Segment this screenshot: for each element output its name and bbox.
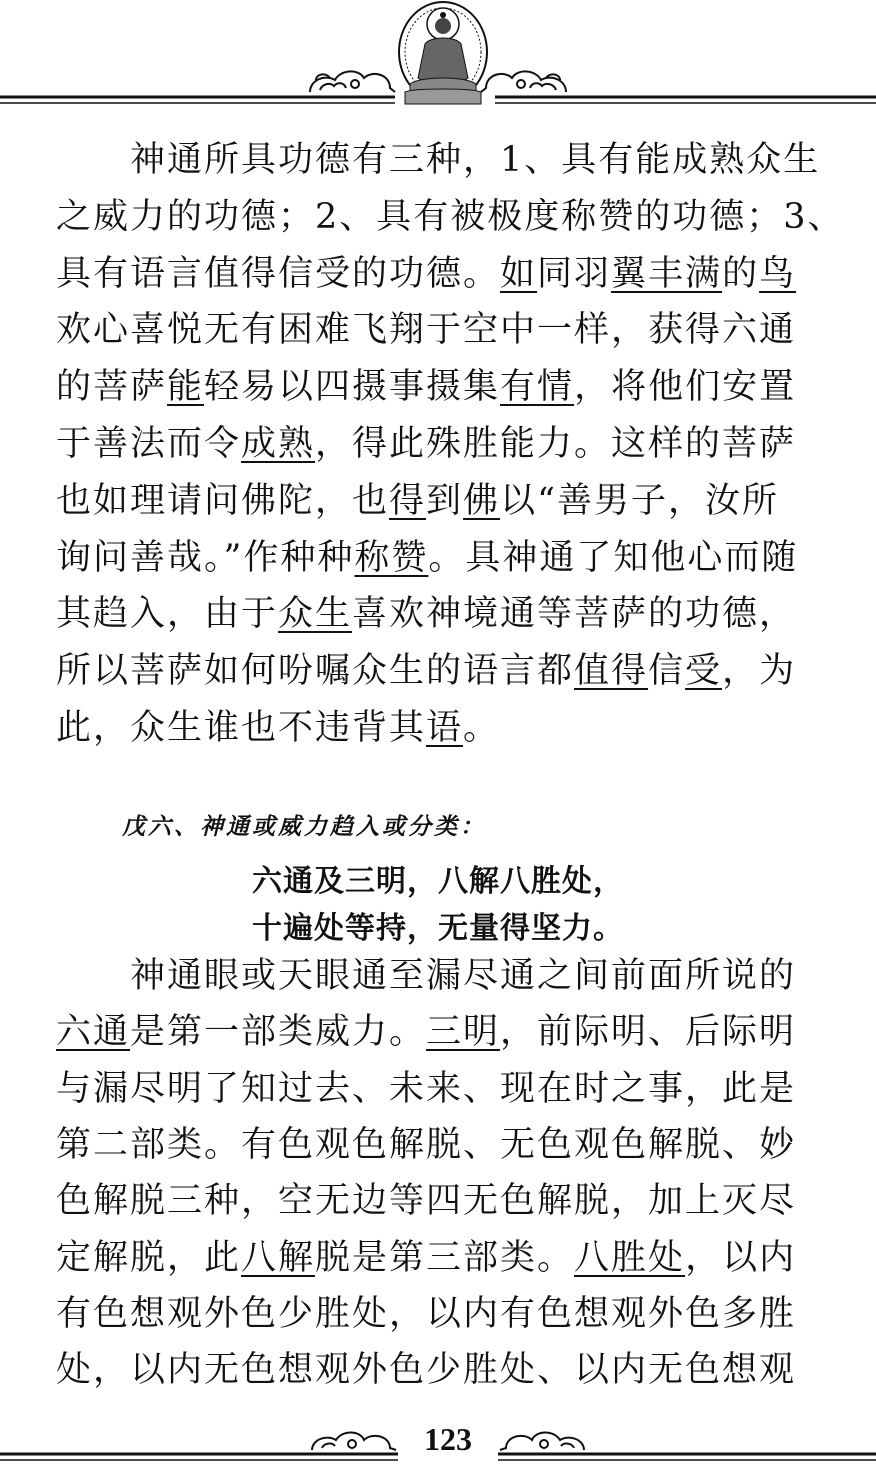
text-line <box>56 708 856 748</box>
text-run: 。具神通了知他心而随 <box>428 537 799 578</box>
text-line <box>56 538 856 578</box>
buddha-medallion-icon <box>399 2 487 104</box>
underlined-phrase: 三明 <box>426 1012 501 1053</box>
text-run: 信 <box>648 651 686 692</box>
text-run: 也如理请问佛陀，也 <box>56 480 390 521</box>
text-run: 神通眼或天眼通至漏尽通之间前面所说的 <box>56 956 797 996</box>
text-line <box>56 197 856 237</box>
text-run: 喜欢神境通等菩萨的功德， <box>352 594 797 635</box>
text-line <box>56 310 856 350</box>
text-run: 处，以内无色想观外色少胜处、以内无色想观 <box>56 1350 797 1391</box>
text-line <box>56 1238 856 1278</box>
verse-line-1: 六通及三明，八解八胜处， <box>252 864 624 899</box>
text-line <box>56 956 856 996</box>
text-line <box>56 1012 856 1052</box>
text-run: ，为 <box>722 651 797 692</box>
text-run: ，将他们安置 <box>574 367 797 408</box>
text-line <box>56 1350 856 1390</box>
text-run: 之威力的功德；2、具有被极度称赞的功德；3、 <box>56 196 845 237</box>
cloud-scroll-right-icon <box>481 71 566 92</box>
cloud-scroll-left-icon <box>310 71 395 92</box>
underlined-phrase: 佛 <box>463 480 501 521</box>
text-line <box>56 254 856 294</box>
text-run: 有色想观外色少胜处，以内有色想观外色多胜 <box>56 1293 797 1334</box>
underlined-phrase: 八胜处 <box>574 1237 686 1278</box>
underlined-phrase: 众生 <box>278 594 353 635</box>
underlined-phrase: 有情 <box>500 367 575 408</box>
text-line <box>56 1125 856 1165</box>
text-run: 所以菩萨如何吩嘱众生的语言都 <box>56 651 575 692</box>
underlined-phrase: 能 <box>167 367 205 408</box>
underlined-phrase: 得 <box>389 480 427 521</box>
text-run: 神通所具功德有三种，1、具有能成熟众生 <box>56 140 821 180</box>
text-run: ，前际明、后际明 <box>500 1012 797 1053</box>
underlined-phrase: 值得 <box>574 651 649 692</box>
text-run: 具有语言值得信受的功德。 <box>56 253 501 294</box>
text-run: 轻易以四摄事摄集 <box>204 367 501 408</box>
text-run: 以“善男子，汝所 <box>500 480 779 521</box>
text-run: 询问善哉。”作种种 <box>56 537 355 578</box>
text-run: 是第一部类威力。 <box>130 1012 427 1053</box>
underlined-phrase: 六通 <box>56 1012 131 1053</box>
text-run: 同羽 <box>537 253 612 294</box>
text-run: 此，众生谁也不违背其 <box>56 708 427 748</box>
text-run: 到 <box>426 480 464 521</box>
text-run: 色解脱三种，空无边等四无色解脱，加上灭尽 <box>56 1181 797 1222</box>
underlined-phrase: 翼丰满 <box>611 253 723 294</box>
text-line <box>56 1181 856 1221</box>
text-run: 脱是第三部类。 <box>315 1237 575 1278</box>
text-run: 与漏尽明了知过去、未来、现在时之事，此是 <box>56 1068 797 1109</box>
text-line <box>56 594 856 634</box>
verse-line-2: 十遍处等持，无量得坚力。 <box>252 911 624 946</box>
text-run: 的菩萨 <box>56 367 168 408</box>
cloud-scroll-footer-left-icon <box>312 1433 396 1451</box>
header-ornament <box>0 0 876 115</box>
text-run: 。 <box>463 708 501 748</box>
underlined-phrase: 受 <box>685 651 723 692</box>
text-run: 定解脱，此 <box>56 1237 242 1278</box>
underlined-phrase: 成熟 <box>241 424 316 464</box>
underlined-phrase: 语 <box>426 708 464 748</box>
text-line <box>56 367 856 407</box>
text-run: 的 <box>722 253 760 294</box>
section-heading: 戊六、神通或威力趋入或分类： <box>122 813 486 840</box>
text-line <box>56 424 856 464</box>
text-line <box>56 481 856 521</box>
underlined-phrase: 八解 <box>241 1237 316 1278</box>
text-line <box>56 1069 856 1109</box>
text-line <box>56 140 856 180</box>
underlined-phrase: 鸟 <box>759 253 797 294</box>
text-run: 欢心喜悦无有困难飞翔于空中一样，获得六通 <box>56 310 797 351</box>
page-number: 123 <box>424 1421 472 1457</box>
text-run: 其趋入，由于 <box>56 594 279 635</box>
underlined-phrase: 称赞 <box>354 537 429 578</box>
text-run: 于善法而令 <box>56 424 242 464</box>
text-run: 第二部类。有色观色解脱、无色观色解脱、妙 <box>56 1124 797 1165</box>
cloud-scroll-footer-right-icon <box>500 1433 584 1451</box>
text-line <box>56 1294 856 1334</box>
text-run: ，得此殊胜能力。这样的菩萨 <box>315 424 797 464</box>
text-run: ，以内 <box>685 1237 797 1278</box>
underlined-phrase: 如 <box>500 253 538 294</box>
text-line <box>56 651 856 691</box>
